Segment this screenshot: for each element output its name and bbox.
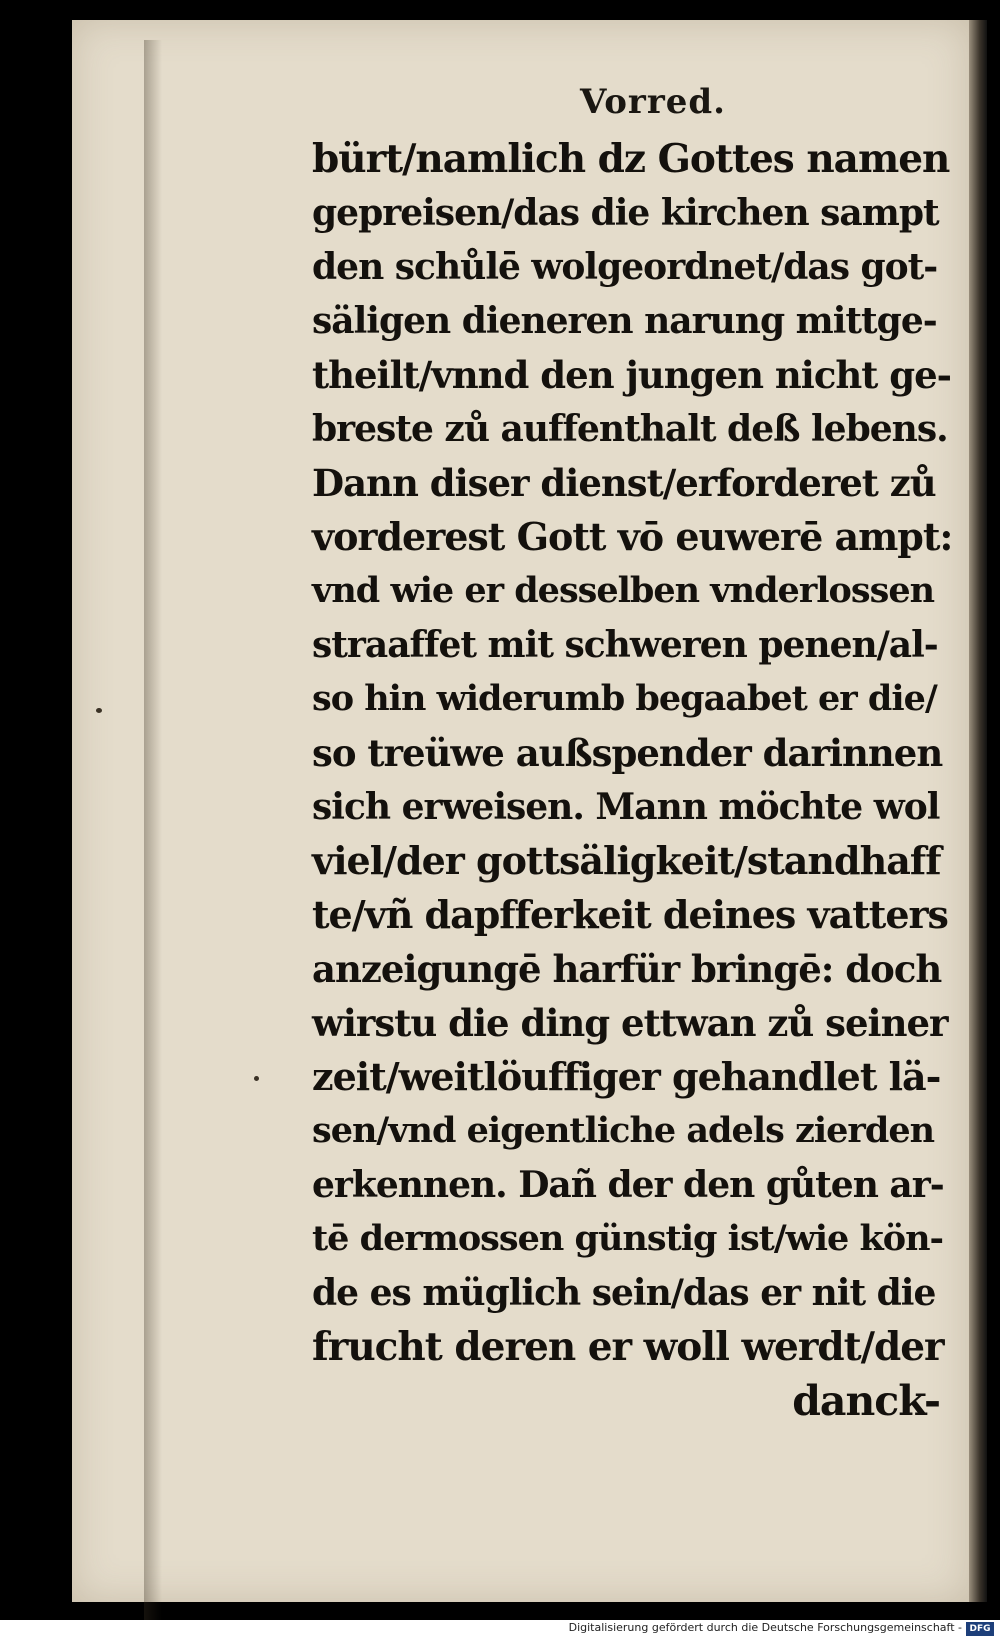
text-line: gepreisen/das die kirchen sampt [312, 192, 939, 234]
text-line: breste zů auffenthalt deß lebens. [312, 408, 948, 450]
text-line: straaffet mit schweren penen/al- [312, 624, 938, 666]
running-head: Vorred. [580, 82, 727, 122]
footer-credit: Digitalisierung gefördert durch die Deutsche Forschungsgemeinschaft - [568, 1621, 962, 1634]
digitization-footer [0, 1620, 1000, 1639]
text-line: sen/vnd eigentliche adels zierden [312, 1110, 935, 1151]
text-line: anzeigungē harfür bringē: doch [312, 947, 942, 991]
text-line: de es müglich sein/das er nit die [312, 1272, 936, 1314]
text-line: tē dermossen günstig ist/wie kön- [312, 1218, 944, 1259]
text-line: so hin widerumb begaabet er die/ [312, 678, 937, 719]
text-line: den schůlē wolgeordnet/das got- [312, 246, 938, 288]
page-edge [969, 20, 987, 1602]
text-line: theilt/vnnd den jungen nicht ge- [312, 353, 952, 397]
catchword: danck- [792, 1377, 940, 1425]
text-line: vorderest Gott vō euwerē ampt: [312, 514, 953, 559]
text-line: bürt/namlich dz Gottes namen [312, 136, 950, 182]
text-line: zeit/weitlöuffiger gehandlet lä- [312, 1054, 941, 1099]
text-line: so treüwe außspender darinnen [312, 731, 943, 775]
text-line: viel/der gottsäligkeit/standhaff [312, 838, 941, 883]
dfg-logo: DFG [966, 1622, 994, 1636]
text-line: wirstu die ding ettwan zů seiner [312, 1001, 948, 1045]
text-line: frucht deren er woll werdt/der [312, 1324, 944, 1370]
ink-speck [254, 1076, 259, 1081]
text-line: Dann diser dienst/erforderet zů [312, 461, 936, 505]
text-line: sich erweisen. Mann möchte wol [312, 786, 940, 828]
ink-speck [96, 708, 102, 713]
text-block [312, 132, 952, 1428]
text-line: vnd wie er desselben vnderlossen [312, 570, 935, 611]
text-line: erkennen. Dañ der den gůten ar- [312, 1164, 944, 1206]
spine-shadow [144, 40, 162, 1622]
text-line: te/vñ dapfferkeit deines vatters [312, 892, 948, 937]
text-line: säligen dieneren narung mittge- [312, 300, 937, 342]
